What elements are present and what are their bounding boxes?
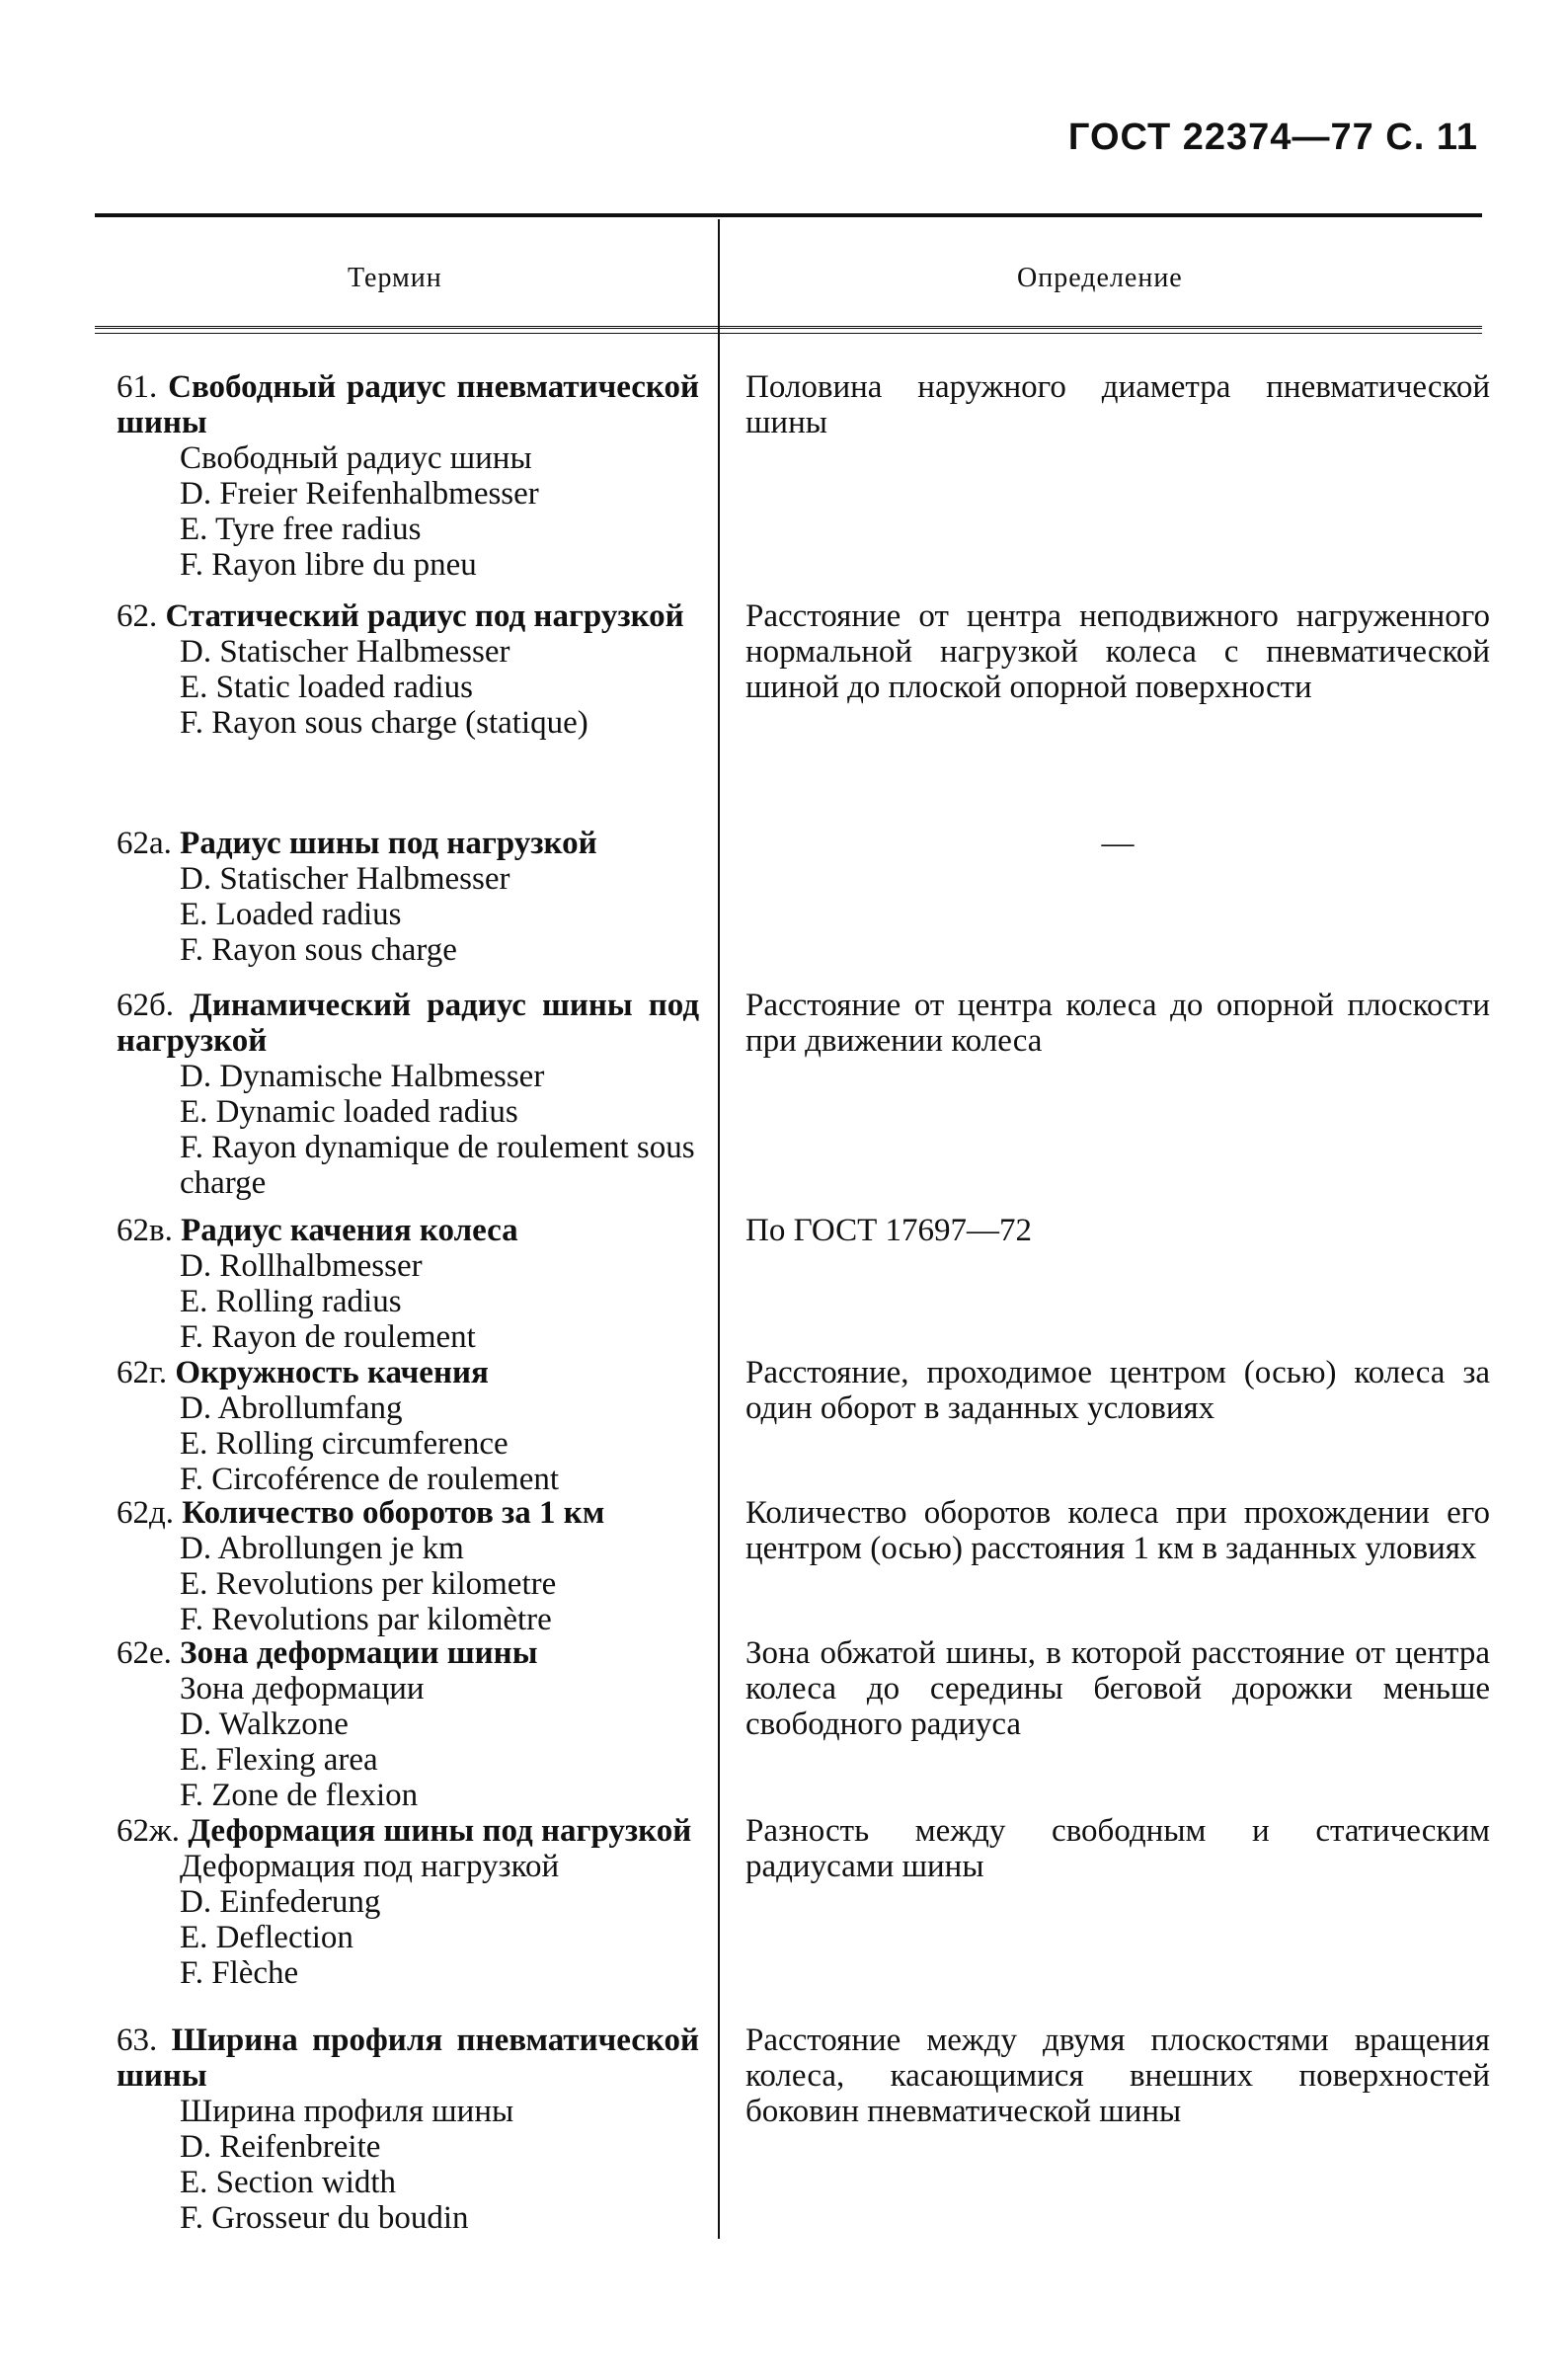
term-title: 62е. Зона деформации шины [117, 1635, 538, 1671]
term-line: E. Revolutions per kilometre [180, 1566, 557, 1602]
term-line: D. Statischer Halbmesser [180, 861, 510, 897]
term-line: F. Rayon de roulement [180, 1319, 476, 1355]
term-line: F. Rayon libre du pneu [180, 547, 477, 583]
term-line: E. Dynamic loaded radius [180, 1094, 518, 1130]
term-line: E. Section width [180, 2165, 397, 2200]
term-title: 62ж. Деформация шины под нагрузкой [117, 1813, 692, 1849]
definition-text: По ГОСТ 17697—72 [745, 1213, 1032, 1248]
term-line: E. Loaded radius [180, 897, 402, 932]
term-title: 62а. Радиус шины под нагрузкой [117, 826, 597, 861]
term-line: F. Circoférence de roulement [180, 1462, 560, 1497]
term-number: 62г. [117, 1355, 168, 1390]
term-line: Свободный радиус шины [180, 440, 532, 476]
term-number: 61. [117, 369, 158, 405]
term-line: Зона деформации [180, 1671, 425, 1706]
column-header-definition: Определение [1017, 263, 1183, 293]
term-number: 62б. [117, 988, 175, 1023]
term-title: 62. Статический радиус под нагрузкой [117, 598, 684, 634]
term-title: 63. Ширина профиля пневматической шины [117, 2023, 699, 2094]
term-line: F. Zone de flexion [180, 1778, 419, 1813]
term-line: D. Abrollumfang [180, 1390, 403, 1426]
definition-text: Расстояние от центра неподвижного нагруженного нормальной нагрузкой колеса с пневматической шиной до плоской опорной поверхности [745, 598, 1490, 705]
term-line: F. Rayon dynamique de roulement sous charge [180, 1130, 695, 1201]
term-entry [117, 988, 699, 1201]
definition-text: Разность между свободным и статическим радиусами шины [745, 1813, 1490, 1884]
term-entry [117, 826, 699, 968]
term-entry [117, 598, 699, 741]
definition-text: Зона обжатой шины, в которой расстояние от центра колеса до середины беговой дорожки меньше свободного радиуса [745, 1635, 1490, 1742]
term-entry [117, 1495, 699, 1637]
term-line: D. Einfederung [180, 1884, 381, 1920]
term-entry [117, 1355, 699, 1497]
term-number: 62. [117, 598, 158, 634]
term-line: E. Rolling circumference [180, 1426, 509, 1462]
term-line: E. Flexing area [180, 1742, 378, 1778]
term-title: 62д. Количество оборотов за 1 км [117, 1495, 605, 1531]
term-number: 62в. [117, 1213, 173, 1248]
term-line: D. Rollhalbmesser [180, 1248, 423, 1284]
table-header-rule [95, 326, 1482, 334]
term-title: 61. Свободный радиус пневматической шины [117, 369, 699, 440]
term-line: D. Abrollungen je km [180, 1531, 464, 1566]
term-number: 62е. [117, 1635, 172, 1671]
term-line: Ширина профиля шины [180, 2094, 514, 2129]
term-line: E. Deflection [180, 1920, 353, 1955]
term-line: F. Flèche [180, 1955, 299, 1991]
term-line: Деформация под нагрузкой [180, 1849, 560, 1884]
term-title: 62г. Окружность качения [117, 1355, 489, 1390]
page-header: ГОСТ 22374—77 С. 11 [1067, 117, 1478, 158]
term-title: 62б. Динамический радиус шины под нагрузкой [117, 988, 700, 1059]
term-line: F. Rayon sous charge [180, 932, 457, 968]
term-number: 62д. [117, 1495, 175, 1531]
term-entry [117, 1213, 699, 1355]
term-number: 62а. [117, 826, 172, 861]
term-line: D. Statischer Halbmesser [180, 634, 510, 670]
term-line: F. Grosseur du boudin [180, 2200, 469, 2236]
definition-dash: — [1101, 826, 1135, 861]
term-number: 62ж. [117, 1813, 181, 1849]
term-line: D. Dynamische Halbmesser [180, 1059, 545, 1094]
term-line: E. Tyre free radius [180, 512, 422, 547]
term-line: F. Rayon sous charge (statique) [180, 705, 588, 741]
definition-text: Расстояние между двумя плоскостями вращения колеса, касающимися внешних поверхностей боковин пневматической шины [745, 2023, 1490, 2129]
definition-text: Количество оборотов колеса при прохождении его центром (осью) расстояния 1 км в заданных уловиях [745, 1495, 1490, 1566]
term-number: 63. [117, 2023, 158, 2058]
term-entry [117, 1635, 699, 1813]
table-top-rule [95, 213, 1482, 217]
column-header-term: Термин [348, 263, 442, 293]
term-entry [117, 1813, 699, 1991]
term-entry [117, 2023, 699, 2236]
term-title: 62в. Радиус качения колеса [117, 1213, 518, 1248]
term-line: D. Freier Reifenhalbmesser [180, 476, 539, 512]
term-line: E. Rolling radius [180, 1284, 402, 1319]
term-line: D. Walkzone [180, 1706, 349, 1742]
term-line: F. Revolutions par kilomètre [180, 1602, 552, 1637]
definition-text: Половина наружного диаметра пневматической шины [745, 369, 1490, 440]
term-entry [117, 369, 699, 583]
column-divider [718, 219, 720, 2239]
definition-text: Расстояние, проходимое центром (осью) колеса за один оборот в заданных условиях [745, 1355, 1490, 1426]
term-line: D. Reifenbreite [180, 2129, 381, 2165]
definition-text: Расстояние от центра колеса до опорной плоскости при движении колеса [745, 988, 1490, 1059]
term-line: E. Static loaded radius [180, 670, 473, 705]
